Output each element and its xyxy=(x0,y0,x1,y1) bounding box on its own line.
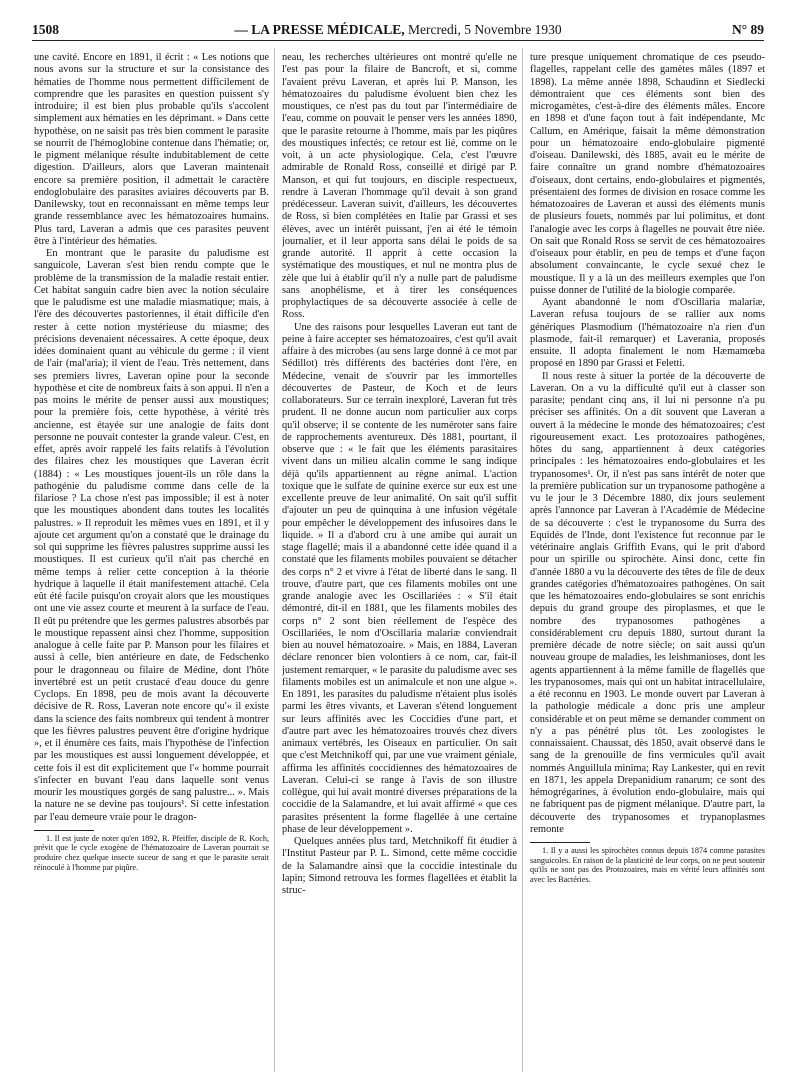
paragraph: Ayant abandonné le nom d'Oscillaria malariæ, Laveran refusa toujours de se rallier aux noms génériques Plasmodium (l'hématozoaire n'a rien d'un plasmode, fait-il remarquer) et Laverania, proposés ensuite. Il adopta finalement le nom Hæmamœba proposé en 1890 par Grassi et Feletti. xyxy=(530,297,765,370)
page-number: 1508 xyxy=(32,22,59,37)
paragraph: Il nous reste à situer la portée de la découverte de Laveran. On a vu la difficulté qu'il eut à classer son parasite; pendant cinq ans, il lui ni personne n'a pu préciser ses affinités. On a dit souvent que Laveran a ouvert à la médecine le monde des hématozoaires; c'est rigoureusement exact. Les protozoaires pathogènes, hôtes du sang, appartiennent à deux catégories principales : les hématozoaires endo-globulaires et les trypanosomes¹. Or, il n'est pas sans intérêt de noter que la première publication sur un trypanosome pathogène a vu le jour le 3 Décembre 1880, dix jours seulement après l'annonce par Laveran à l'Académie de Médecine de sa découverte : c'est le trypanosome du Surra des Equidés de l'Inde, dont l'existence fut reconnue par le vétérinaire anglais Griffith Evans, qui le prit d'abord pour un spirille ou spirochète. Ainsi donc, cette fin d'année 1880 a vu la découverte des têtes de file de deux grandes catégories d'hématozoaires pathogènes. On sait que les hématozoaires endo-globulaires se sont enrichis depuis du grand groupe des piroplasmes, et que le nombre des trypanosomes pathogènes a considérablement cru depuis 1880, surtout durant la première décade de notre siècle; on sait aussi qu'un nouveau groupe de maladies, les leishmanioses, dont les agents appartiennent à la même famille de flagellés que les trypanosomes, mais qui ont un habitat intracellulaire, a été reconnu en 1903. Le monde ouvert par Laveran à la pathologie médicale a donc pris une ampleur considérable et on peut même se demander comment on n'y a pas pénétré plus tôt. Les zoologistes le connaissaient. Chaussat, dès 1850, avait observé dans le sang de la grenouille de fins vermicules qu'il avait nommés Anguillula minima; Ray Lankester, qui en revit en 1871, les appela Drepanidium ranarum; ce sont des hémogrégarines, à évolution endo-globulaire, mais qui ne fabriquent pas de pigment mélanique. D'autre part, la découverte des trypanosomes et trypanoplasmes remonte xyxy=(530,370,765,835)
running-header xyxy=(32,22,764,38)
footnote-rule xyxy=(530,842,590,843)
issue-date: Mercredi, 5 Novembre 1930 xyxy=(407,22,562,37)
journal-prefix: — xyxy=(234,22,248,37)
paragraph: une cavité. Encore en 1891, il écrit : « Les notions que nous avons sur la structure et sur la consistance des hématies de l'homme nous permettent difficilement de comprendre que les parasites en question puissent s'y introduire; il est bien plus probable qu'ils s'accolent simplement aux hématies en les déprimant. » Dans cette hypothèse, on ne saisit pas très bien comment le parasite se nourrit de l'hémoglobine contenue dans l'hématie; or, le pigment mélanique résulte indubitablement de cette digestion. D'ailleurs, alors que Laveran maintenait encore sa première position, il admettait le caractère endoglobulaire des parasites aviaires découverts par B. Danilewsky, tout en reconnaissant en même temps leur grande ressemblance avec les hématozoaires humains. Plus tard, Laveran a admis que ces parasites peuvent être à l'intérieur des hématies. xyxy=(34,52,269,247)
column-1 xyxy=(34,52,269,1072)
column-3 xyxy=(530,52,765,1072)
issue-number: N° 89 xyxy=(731,22,764,37)
footnote-rule xyxy=(34,830,94,831)
column-2 xyxy=(282,52,517,1072)
paragraph: ture presque uniquement chromatique de ces pseudo-flagelles, rappelant celle des gamètes mâles (1897 et 1898). La même année 1898, Schaudinn et Siedlecki démontraient que ces éléments sont bien des microgamètes, c'est-à-dire des éléments mâles. Encore en 1898 et d'une façon tout à fait indépendante, Mc Callum, en Amérique, faisait la même démonstration pour un hématozoaire endo-globulaire pigmenté d'oiseau. Danilewski, dès 1885, avait eu le mérite de faire connaître un grand nombre d'hématozoaires d'oiseaux, dont certains, endo-globulaires et pigmentés, présentaient des formes de division en rosace comme les hématozoaires de Laveran et aussi des éléments munis de plusieurs fouets, nommés par lui polimitus, et dont l'analogie avec les corps à flagelles ne pouvait être niée. On sait que Ronald Ross se servit de ces hématozoaires d'oiseaux pour établir, en peu de temps et d'une façon absolument convaincante, le cycle sexué chez le moustique. Il y a là un des meilleurs exemples que l'on puisse donner de l'utilité de la biologie comparée. xyxy=(530,52,765,296)
journal-title-line xyxy=(32,22,764,38)
header-rule xyxy=(32,40,764,41)
footnote: 1. Il y a aussi les spirochètes connus depuis 1874 comme parasites sanguicoles. En raison de la plasticité de leur corps, on ne peut soutenir qu'ils ne sont pas des Protozoaires, mais en vérité leurs affinités sont avec les Bactéries. xyxy=(530,846,765,884)
column-divider xyxy=(274,48,275,1072)
paragraph: neau, les recherches ultérieures ont montré qu'elle ne l'est pas pour la filaire de Bancroft, et si, comme l'avaient prévu Laveran, et après lui P. Manson, les hématozoaires du paludisme évoluent bien chez les moustiques, ce n'est pas du tout par l'intermédiaire de l'eau, comme on pouvait le penser vers les années 1890, que le parasite retourne à l'homme, mais par les piqûres des moustiques infectés; ce retour est lié, comme on le voit, à un acte physiologique. Cela, c'est l'œuvre admirable de Ronald Ross, conseillé et dirigé par P. Manson, et qui fut toujours, en disciple respectueux, rendre à Laveran l'hommage qu'il devait à son grand prédécesseur. Laveran suivit, d'ailleurs, les découvertes de Ross, si bien complétées en Italie par Grassi et ses élèves, avec un intérêt puissant, j'en ai été le témoin journalier, et il leur apporta sans délai le poids de sa grande autorité. Il apprit à cette occasion la systématique des moustiques, et nul ne montra plus de zèle que lui à établir qu'il n'y a nulle part de paludisme sans anophélisme, et à tirer les conséquences prophylactiques de sa découverte associée à celle de Ross. xyxy=(282,52,517,321)
paragraph: Une des raisons pour lesquelles Laveran eut tant de peine à faire accepter ses hématozoaires, c'est qu'il avait affaire à des microbes (au sens large donné à ce mot par Sédillot) très différents des bactéries dont l'ère, en Médecine, venait de s'ouvrir par les immortelles découvertes de Pasteur, de Koch et de leurs collaborateurs. Sur ce terrain inexploré, Laveran fut très prudent. Il ne donne aucun nom particulier aux corps qu'il observe; il se contente de les numéroter sans faire de rapprochements aventureux. Dès 1881, pourtant, il observe que : « le fait que les éléments parasitaires vivent dans un milieu alcalin comme le sang indique déjà qu'ils appartiennent au règne animal. L'action toxique que le sulfate de quinine exerce sur eux est une excellente preuve de leur animalité. On sait qu'il suffit d'ajouter un peu de quinquina à une infusion végétale pour empêcher le développement des infusoires dans le liquide. » Il a d'abord cru à une amibe qui aurait un stage flagellé; mais il a abandonné cette idée quand il a constaté que les filaments mobiles pouvaient se détacher des corps n° 2 et vivre à l'état de liberté dans le sang. Il trouve, d'autre part, que ces filaments mobiles ont une grande analogie avec les Oscillariées : « S'il était démontré, dit-il en 1881, que les filaments mobiles des corps n° 2 sont bien réellement de l'espèce des Oscillariées, le nom d'Oscillaria malariæ conviendrait bien au nouvel hématozoaire. » Mais, en 1884, Laveran déclare renoncer bien volontiers à ce nom, car, fait-il justement remarquer, « le parasite du paludisme avec ses filaments mobiles est un animalcule et non une algue ». En 1891, les parasites du paludisme n'étaient plus isolés parmi les êtres vivants, et Laveran s'étend longuement sur leurs affinités avec les Coccidies d'une part, et d'autre part avec les hématozoaires trouvés chez divers animaux vertébrés, les Oiseaux en particulier. On sait que c'est Metchnikoff qui, par une vue vraiment géniale, affirma les affinités coccidiennes des hématozoaires de Laveran. Celui-ci se range à l'avis de son illustre collègue, qui lui avait montré diverses préparations de la coccidie de la Salamandre, et lui avait affirmé « que ces parasites présentent la forme flagellée à une certaine phase de leur développement ». xyxy=(282,321,517,835)
paragraph: En montrant que le parasite du paludisme est sanguicole, Laveran s'est bien rendu compte que le problème de la transmission de la maladie restait entier. Cet habitat sanguin cadre bien avec la notion séculaire que le paludisme est une maladie miasmatique; mais, à l'ère des découvertes pastoriennes, il était difficile d'en rester à cette notion mystérieuse du miasme; des précisions devenaient nécessaires. A cette époque, deux idées dominaient quant au véhicule du germe : il vient de l'air (mal'aria); il vient de l'eau. Très nettement, dans ses premiers livres, Laveran opine pour la seconde hypothèse et cite de nombreux faits à son appui. Il n'en a pas moins le mérite de penser aussi aux moustiques; pour la première fois, cette hypothèse, à vérité très ancienne, est étayée sur une analogie de faits dont personne ne pouvait contester la grande valeur. C'est, en effet, après avoir rappelé les faits relatifs à l'évolution des filaires chez les moustiques que Laveran écrit (1884) : « Les moustiques jouent-ils un rôle dans la pathogénie du paludisme comme dans celle de la filariose ? La chose n'est pas impossible; il est à noter que les moustiques abondent dans toutes les localités palustres. » Il reproduit les mêmes vues en 1891, et il y ajoute cet argument qu'on a constaté que le drainage du sol qui supprime les fièvres palustres supprime aussi les moustiques. Il est curieux qu'il n'ait pas cherché en même temps à relier cette conception à la théorie hydrique à laquelle il était manifestement attaché. Cela eût été facile puisqu'on croyait alors que les moustiques ont une vie assez courte et meurent à la surface de l'eau. Il eût pu prétendre que les germes palustres absorbés par le moustique repassent ainsi chez l'homme, supposition analogue à celle faite par P. Manson pour les filaires et aussi à celle, bien antérieure en date, de Fedschenko pour le dragonneau ou filaire de Médine, dont l'hôte invertébré est un petit crustacé d'eau douce du genre Cyclops. En 1898, peu de mois avant la découverte décisive de R. Ross, Laveran note encore qu'« il existe dans la science des faits nombreux qui tendent à montrer que les fièvres palustres peuvent être d'origine hydrique », et il énumère ces faits, mais l'hypothèse de l'infection par les moustiques est aussi longuement développée, et cette fois il est dit explicitement que l'« homme pourrait s'infecter en buvant l'eau dans laquelle sont venus mourir les moustiques gorgés de sang palustre... ». Mais la nature ne se devine pas toujours¹. Si cette infestation par l'eau demeure vraie pour le dragon- xyxy=(34,248,269,823)
paragraph: Quelques années plus tard, Metchnikoff fit étudier à l'Institut Pasteur par P. L. Simond, cette même coccidie de la Salamandre ainsi que la coccidie intestinale du lapin; Simond retrouva les formes flagellées et établit la struc- xyxy=(282,836,517,896)
column-divider xyxy=(522,48,523,1072)
journal-title: LA PRESSE MÉDICALE, xyxy=(251,22,405,37)
footnote: 1. Il est juste de noter qu'en 1892, R. Pfeiffer, disciple de R. Koch, prévit que le cycle exogène de l'hématozoaire de Laveran pourrait se produire chez quelque insecte suceur de sang et que le parasite serait réinoculé à l'homme par piqûre. xyxy=(34,833,269,872)
